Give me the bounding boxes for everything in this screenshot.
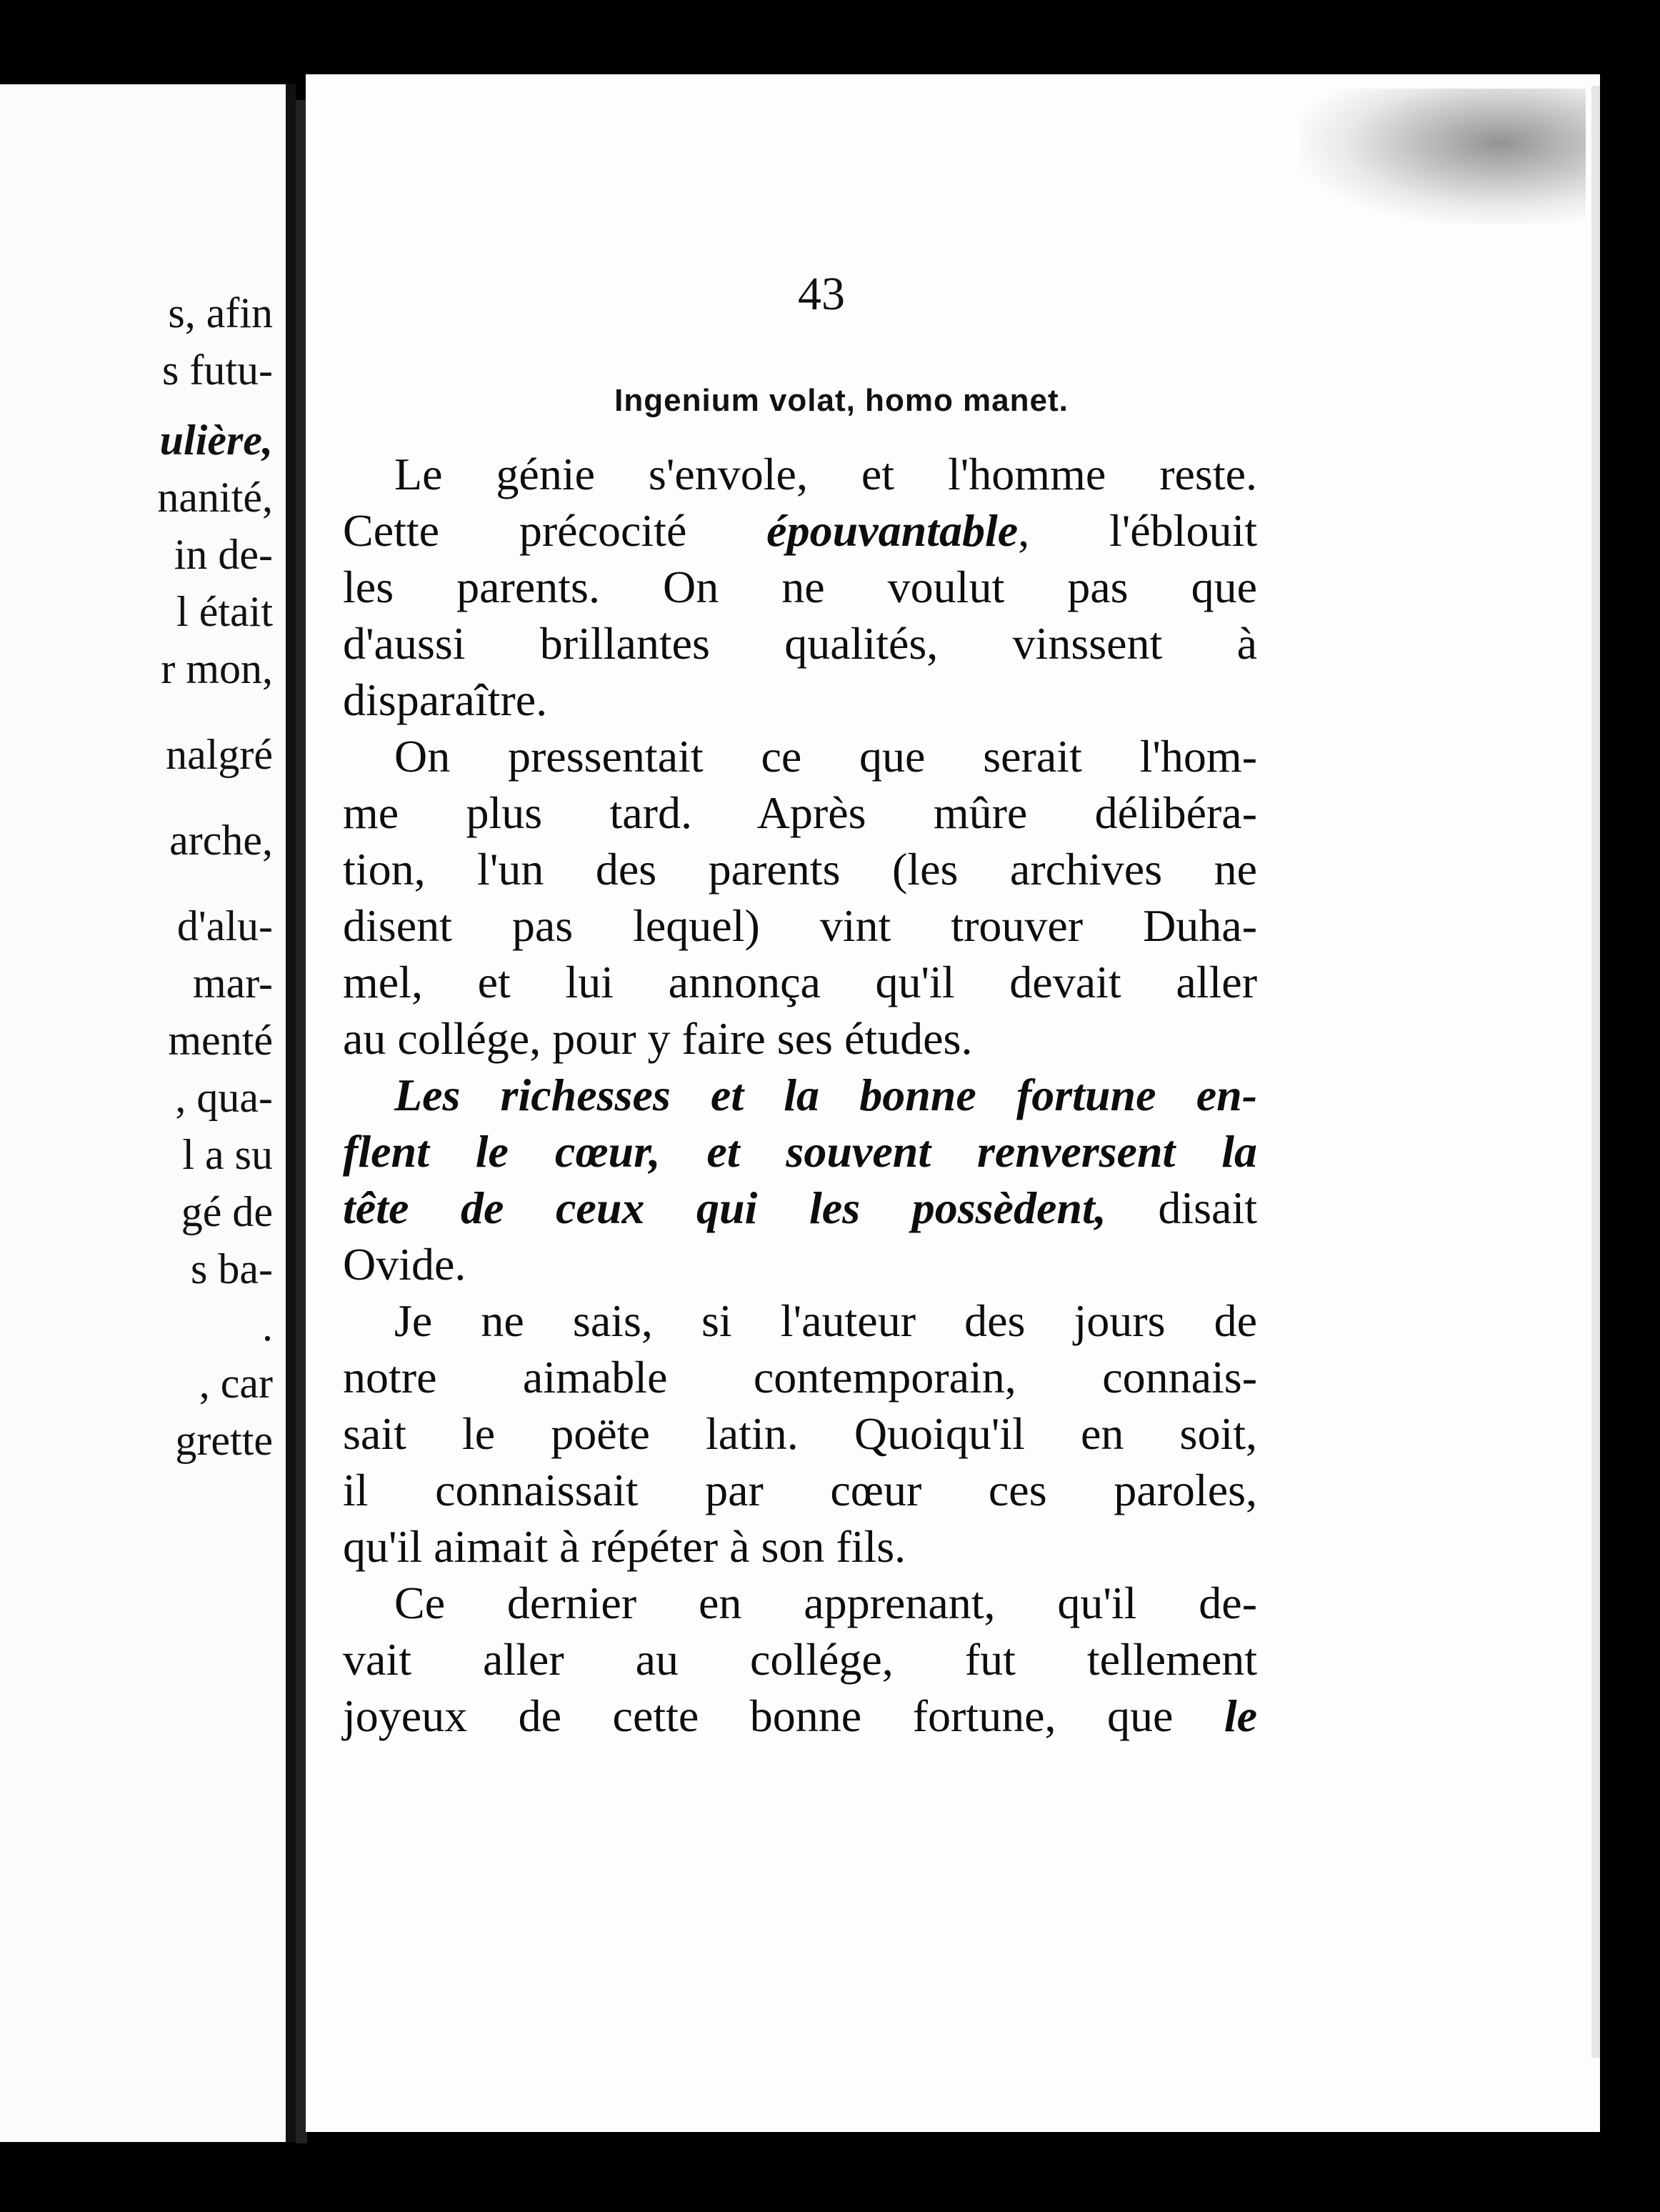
text-line: disent pas lequel) vint trouver Duha- — [343, 900, 1257, 951]
text-line: Cette précocité épouvantable, l'éblouit — [343, 505, 1258, 556]
left-line: . — [262, 1302, 273, 1350]
text-line: qu'il aimait à répéter à son fils. — [343, 1521, 906, 1572]
emphasis: tête de ceux qui les possèdent, — [343, 1182, 1106, 1233]
left-line: gé de — [181, 1188, 273, 1235]
right-page — [306, 74, 1600, 2132]
text-line: Le génie s'envole, et l'homme reste. — [394, 449, 1257, 499]
left-line: nanité, — [157, 474, 273, 521]
text-line: sait le poëte latin. Quoiqu'il en soit, — [343, 1408, 1257, 1459]
emphasis: épouvantable — [766, 505, 1019, 556]
left-line: arche, — [169, 817, 273, 864]
left-line: l était — [176, 588, 273, 635]
text-line — [343, 1067, 1257, 1123]
text-line: tion, l'un des parents (les archives ne — [343, 844, 1257, 895]
left-line: , car — [199, 1360, 273, 1407]
text-line: au collége, pour y faire ses études. — [343, 1013, 973, 1064]
left-line: r mon, — [161, 645, 273, 692]
left-line: , qua- — [175, 1074, 273, 1121]
ink-smudge — [1300, 89, 1586, 224]
left-line: grette — [175, 1417, 273, 1464]
text-line: tête de ceux qui les possèdent, disait — [343, 1182, 1258, 1233]
left-line: d'alu- — [176, 902, 273, 950]
section-heading: Ingenium volat, homo manet. — [614, 383, 1069, 418]
text-line: vait aller au collége, fut tellement — [343, 1634, 1257, 1685]
left-line: nalgré — [166, 731, 273, 778]
text-line: me plus tard. Après mûre délibéra- — [343, 787, 1257, 838]
text-line: Je ne sais, si l'auteur des jours de — [394, 1295, 1257, 1346]
left-line: ulière, — [159, 417, 273, 464]
emphasis: flent le cœur, et souvent renversent la — [343, 1126, 1257, 1177]
text-line: Ce dernier en apprenant, qu'il de- — [394, 1578, 1257, 1628]
emphasis: le — [1224, 1690, 1257, 1741]
text-line: notre aimable contemporain, connais- — [343, 1352, 1257, 1403]
left-line: s ba- — [191, 1245, 273, 1292]
body-text — [343, 446, 1257, 1744]
scan-border — [1600, 0, 1660, 2212]
text-line: mel, et lui annonça qu'il devait aller — [343, 957, 1257, 1007]
left-line: menté — [168, 1017, 273, 1064]
emphasis: Les richesses et la bonne fortune en- — [394, 1070, 1257, 1120]
text-line — [343, 1123, 1257, 1180]
page-number: 43 — [798, 268, 845, 320]
left-line: s, afin — [168, 289, 273, 337]
text-line: d'aussi brillantes qualités, vinssent à — [343, 618, 1257, 669]
text-line: On pressentait ce que serait l'hom- — [394, 731, 1257, 782]
text-line: les parents. On ne voulut pas que — [343, 562, 1257, 612]
text-line: disparaître. — [343, 674, 548, 725]
text-line: joyeux de cette bonne fortune, que le — [343, 1690, 1257, 1741]
left-line: s futu- — [162, 347, 273, 394]
left-line: l a su — [182, 1131, 273, 1178]
text-line: il connaissait par cœur ces paroles, — [343, 1465, 1257, 1515]
text-line: Ovide. — [343, 1239, 466, 1290]
left-facing-page — [0, 84, 296, 2142]
left-page-text — [1, 284, 273, 1469]
left-line: in de- — [174, 531, 273, 578]
left-line: mar- — [192, 960, 273, 1007]
